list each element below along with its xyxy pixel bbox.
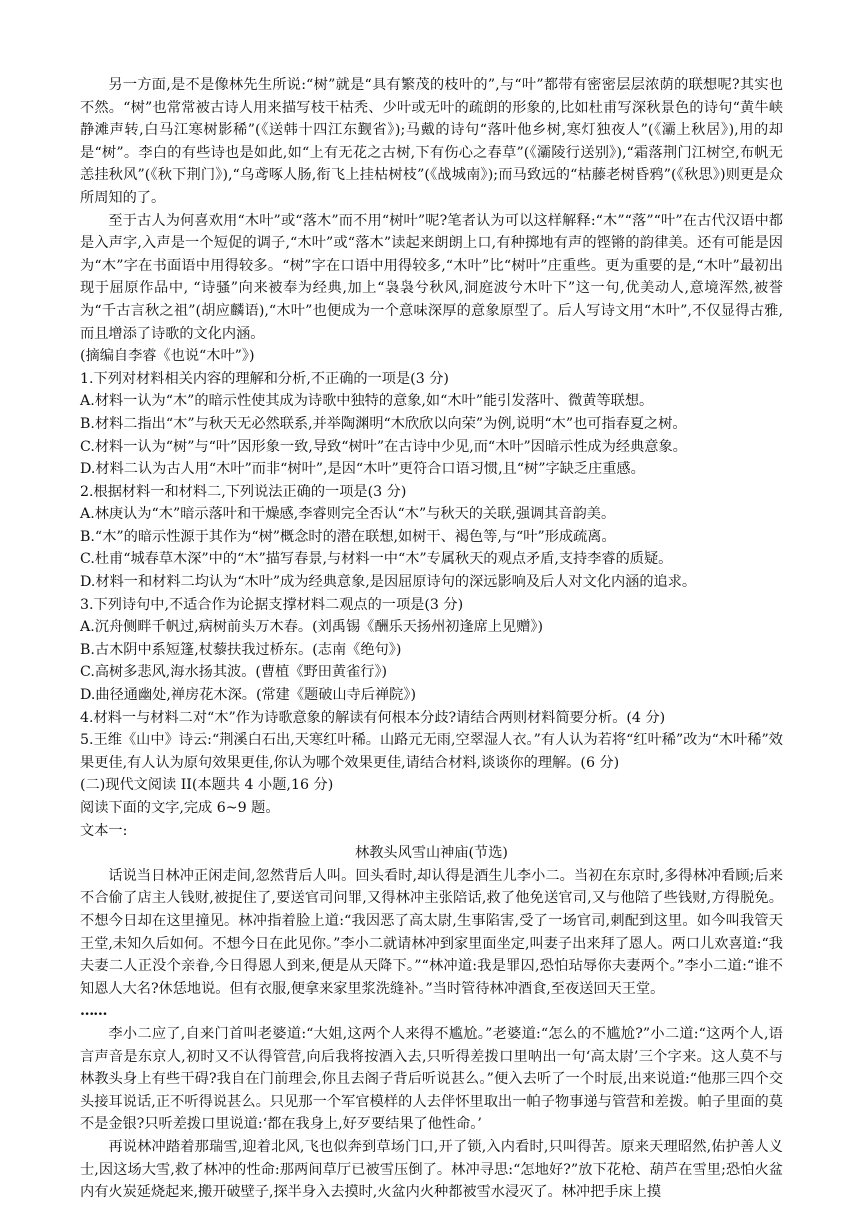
story-paragraph-3: 再说林冲踏着那瑞雪,迎着北风,飞也似奔到草场门口,开了锁,入内看时,只叫得苦。原来天理昭然,佑护善人义士,因这场大雪,救了林冲的性命:那两间草厅已被雪压倒了。林冲寻思:“怎地好?”放下花枪、葫芦在雪里;恐怕火盆内有火炭延烧起来,搬开破壁子,探半身入去摸时,火盆内火种都被雪水浸灭了。林冲把手床上摸 <box>80 1138 783 1201</box>
question-1-option-d: D.材料二认为古人用“木叶”而非“树叶”,是因“木叶”更符合口语习惯,且“树”字缺乏庄重感。 <box>80 461 645 478</box>
question-1-option-c: C.材料一认为“树”与“叶”因形象一致,导致“树叶”在古诗中少见,而“木叶”因暗示性成为经典意象。 <box>80 438 687 455</box>
section-heading: (二)现代文阅读 II(本题共 4 小题,16 分) <box>80 777 334 794</box>
story-paragraph-1: 话说当日林冲正闲走间,忽然背后人叫。回头看时,却认得是酒生儿李小二。当初在东京时,多得林冲看顾;后来不合偷了店主人钱财,被捉住了,要送官司问罪,又得林冲主张陪话,救了他免送官司,又与他陪了些钱财,方得脱免。不想今日却在这里撞见。林冲指着脸上道:“我因恶了高太尉,生事陷害,受了一场官司,刺配到这里。如今叫我管天王堂,未知久后如何。不想今日在此见你。”李小二就请林冲到家里面坐定,叫妻子出来拜了恩人。两口儿欢喜道:“我夫妻二人正没个亲眷,今日得恩人到来,便是从天降下。”“林冲道:我是罪囚,恐怕玷辱你夫妻两个。”李小二道:“谁不知恩人大名?休恁地说。但有衣服,便拿来家里浆洗缝补。”当时管待林冲酒食,至夜送回天王堂。 <box>80 867 783 997</box>
paragraph-tree-images: 另一方面,是不是像林先生所说:“树”就是“具有繁茂的枝叶的”,与“叶”都带有密密层层浓荫的联想呢?其实也不然。“树”也常常被古诗人用来描写枝干枯秃、少叶或无叶的疏朗的形象的,比如杜甫写深秋景色的诗句“黄牛峡静滩声转,白马江寒树影稀”(《送韩十四江东觐省》);马戴的诗句“落叶他乡树,寒灯独夜人”(《灞上秋居》),用的却是“树”。李白的有些诗也是如此,如“上有无花之古树,下有伤心之春草”(《灞陵行送别》),“霜落荆门江树空,布帆无恙挂秋风”(《秋下荆门》),“乌鸢啄人肠,衔飞上挂枯树枝”(《战城南》);而马致远的“枯藤老树昏鸦”(《秋思》)则更是众所周知的了。 <box>80 77 783 206</box>
question-4: 4.材料一与材料二对“木”作为诗歌意象的解读有何根本分歧?请结合两则材料简要分析。(4 分) <box>80 709 666 726</box>
document-page <box>80 74 783 1204</box>
question-3-option-d: D.曲径通幽处,禅房花木深。(常建《题破山寺后禅院》) <box>80 687 416 704</box>
question-5: 5.王维《山中》诗云:“荆溪白石出,天寒红叶稀。山路元无雨,空翠湿人衣。”有人认为若将“红叶稀”改为“木叶稀”效果更佳,有人认为原句效果更佳,你认为哪个效果更佳,请结合材料,谈谈你的理解。(6 分) <box>80 732 783 771</box>
story-paragraph-2: 李小二应了,自来门首叫老婆道:“大姐,这两个人来得不尴尬。”老婆道:“怎么的不尴尬?”小二道:“这两个人,语言声音是东京人,初时又不认得管营,向后我将按酒入去,只听得差拨口里呐出一句‘高太尉’三个字来。这人莫不与林教头身上有些干碍?我自在门前理会,你且去阁子背后听说甚么。”便入去听了一个时辰,出来说道:“他那三四个交头接耳说话,正不听得说甚么。只见那一个军官模样的人去伴怀里取出一帕子物事递与管营和差拨。帕子里面的莫不是金银?只听差拨口里说道:‘都在我身上,好歹要结果了他性命。’ <box>80 1025 783 1133</box>
text-label: 文本一: <box>80 822 128 839</box>
question-1-option-b: B.材料二指出“木”与秋天无必然联系,并举陶渊明“木欣欣以向荣”为例,说明“木”也可指春夏之树。 <box>80 415 687 432</box>
question-2-option-c: C.杜甫“城春草木深”中的“木”描写春景,与材料一中“木”专属秋天的观点矛盾,支持李睿的质疑。 <box>80 551 673 568</box>
question-1-stem: 1.下列对材料相关内容的理解和分析,不正确的一项是(3 分) <box>80 370 449 387</box>
ellipsis: …… <box>80 1003 107 1020</box>
paragraph-muye-reasons: 至于古人为何喜欢用“木叶”或“落木”而不用“树叶”呢?笔者认为可以这样解释:“木”“落”“叶”在古代汉语中都是入声字,入声是一个短促的调子,“木叶”或“落木”读起来朗朗上口,有种掷地有声的铿锵的韵律美。还有可能是因为“木”字在书面语中用得较多。“树”字在口语中用得较多,“木叶”比“树叶”庄重些。更为重要的是,“木叶”最初出现于屈原作品中, “诗骚”向来被奉为经典,加上“袅袅兮秋风,洞庭波兮木叶下”这一句,优美动人,意境浑然,被誉为“千古言秋之祖”(胡应麟语),“木叶”也便成为一个意味深厚的意象原型了。后人写诗文用“木叶”,不仅显得古雅,而且增添了诗歌的文化内涵。 <box>80 212 783 342</box>
question-2-option-a: A.林庚认为“木”暗示落叶和干燥感,李睿则完全否认“木”与秋天的关联,强调其音韵美。 <box>80 506 616 523</box>
question-3-option-c: C.高树多悲风,海水扬其波。(曹植《野田黄雀行》) <box>80 664 388 681</box>
question-3-option-b: B.古木阴中系短篷,杖藜扶我过桥东。(志南《绝句》) <box>80 641 402 658</box>
question-3-option-a: A.沉舟侧畔千帆过,病树前头万木春。(刘禹锡《酬乐天扬州初逢席上见赠》) <box>80 619 544 636</box>
reading-instruction: 阅读下面的文字,完成 6~9 题。 <box>80 800 280 816</box>
question-2-option-b: B.“木”的暗示性源于其作为“树”概念时的潜在联想,如树干、褐色等,与“叶”形成疏离。 <box>80 528 616 545</box>
story-title: 林教头风雪山神庙(节选) <box>355 845 508 862</box>
question-2-stem: 2.根据材料一和材料二,下列说法正确的一项是(3 分) <box>80 483 407 500</box>
question-1-option-a: A.材料一认为“木”的暗示性使其成为诗歌中独特的意象,如“木叶”能引发落叶、微黄等联想。 <box>80 393 654 410</box>
question-3-stem: 3.下列诗句中,不适合作为论据支撑材料二观点的一项是(3 分) <box>80 596 464 613</box>
question-2-option-d: D.材料一和材料二均认为“木叶”成为经典意象,是因屈原诗句的深远影响及后人对文化内涵的追求。 <box>80 574 697 591</box>
source-citation: (摘编自李睿《也说“木叶”》) <box>80 348 255 365</box>
